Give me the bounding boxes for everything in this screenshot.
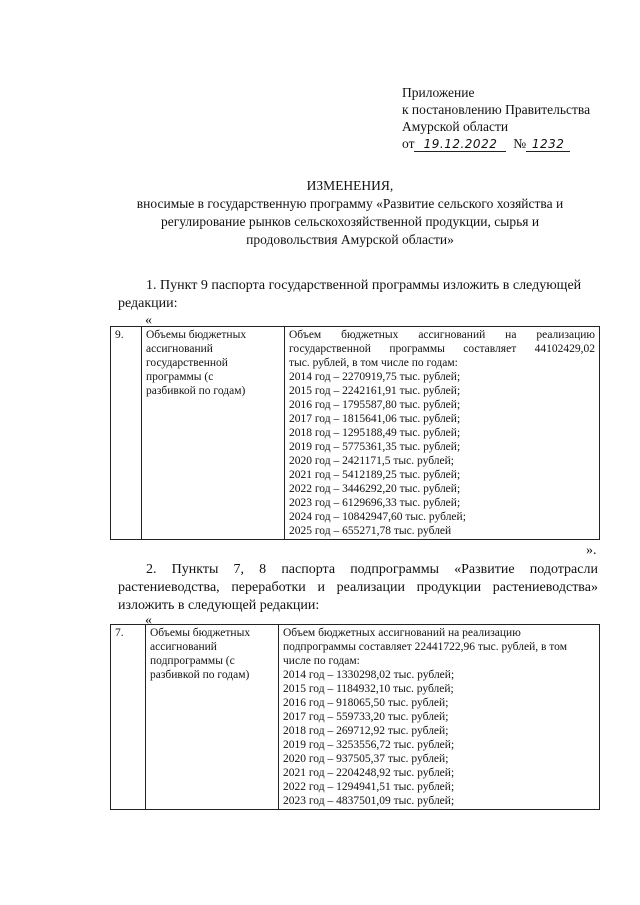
heading-subtitle-line: продовольствия Амурской области» — [246, 232, 454, 247]
word: «Развитие — [454, 562, 515, 577]
year-line: 2020 год – 2421171,5 тыс. рублей; — [289, 455, 454, 467]
label-line: государственной — [146, 357, 228, 369]
label-line: разбивкой по годам) — [146, 385, 246, 397]
section2-text-continuation: изложить в следующей редакции: — [118, 598, 320, 613]
year-line: 2015 год – 1184932,10 тыс. рублей; — [283, 683, 454, 695]
word: государственной — [289, 343, 371, 355]
year-line: 2021 год – 2204248,92 тыс. рублей; — [283, 767, 455, 779]
appendix-region: Амурской области — [402, 119, 509, 134]
label-line: подпрограммы (с — [150, 655, 235, 667]
label-line: Объемы бюджетных — [150, 627, 251, 639]
year-line: 2016 год – 918065,50 тыс. рублей; — [283, 697, 449, 709]
year-line: 2019 год – 3253556,72 тыс. рублей; — [283, 739, 455, 751]
year-line: 2025 год – 655271,78 тыс. рублей — [289, 525, 452, 537]
year-line: 2018 год – 269712,92 тыс. рублей; — [283, 725, 449, 737]
table-row — [111, 327, 600, 540]
year-line: 2024 год – 10842947,60 тыс. рублей; — [289, 511, 466, 523]
value-head-line — [289, 328, 595, 342]
label-line: ассигнований — [146, 343, 213, 355]
year-line: 2017 год – 559733,20 тыс. рублей; — [283, 711, 449, 723]
section2-open-quote: « — [145, 613, 152, 628]
section1-text-line: 1. Пункт 9 паспорта государственной программы изложить в следующей — [146, 278, 582, 293]
section2-text-line — [118, 579, 598, 597]
handwritten-number: 1232 — [526, 137, 570, 152]
appendix-date-line — [402, 135, 590, 152]
row-value-cell — [285, 327, 600, 540]
row-number: 9. — [111, 327, 142, 540]
section2-paragraph-line2 — [118, 579, 598, 597]
appendix-block — [402, 84, 590, 152]
appendix-decree: к постановлению Правительства — [402, 102, 591, 117]
word: 7, — [233, 562, 245, 577]
section2-paragraph — [146, 561, 598, 579]
label-line: ассигнований — [150, 641, 217, 653]
row-label-cell — [146, 625, 279, 810]
word: Объем — [289, 329, 322, 341]
word: реализации — [336, 580, 405, 595]
year-line: 2014 год – 2270919,75 тыс. рублей; — [289, 371, 461, 383]
label-line: Объемы бюджетных — [146, 329, 247, 341]
year-line: 2017 год – 1815641,06 тыс. рублей; — [289, 413, 461, 425]
year-line: 2022 год – 1294941,51 тыс. рублей; — [283, 781, 455, 793]
word: подотрасли — [529, 562, 598, 577]
row-label-cell — [142, 327, 285, 540]
word: паспорта — [281, 562, 336, 577]
label-line: программы (с — [146, 371, 214, 383]
year-line: 2021 год – 5412189,25 тыс. рублей; — [289, 469, 461, 481]
heading-subtitle-line: вносимые в государственную программу «Развитие сельского хозяйства и — [136, 196, 564, 211]
year-line: 2019 год – 5775361,35 тыс. рублей; — [289, 441, 461, 453]
section2-text-line — [146, 561, 598, 579]
word: реализацию — [536, 329, 595, 341]
value-head-line — [289, 342, 595, 356]
word: 8 — [259, 562, 267, 577]
section1-table — [110, 326, 600, 540]
word: Пункты — [171, 562, 219, 577]
document-heading — [70, 177, 630, 249]
word: переработки — [231, 580, 306, 595]
word: подпрограммы — [350, 562, 439, 577]
word: 2. — [146, 562, 157, 577]
year-line: 2022 год – 3446292,20 тыс. рублей; — [289, 483, 461, 495]
section1-text-continuation: редакции: — [118, 296, 178, 311]
heading-title: ИЗМЕНЕНИЯ, — [306, 178, 394, 193]
value-head-line: числе по годам: — [283, 655, 360, 667]
heading-subtitle-line: регулирование рынков сельскохозяйственной продукции, сырья и — [160, 214, 540, 229]
value-head-line: тыс. рублей, в том числе по годам: — [289, 357, 458, 369]
word: на — [505, 329, 517, 341]
word: бюджетных — [341, 329, 399, 341]
table-row — [111, 625, 600, 810]
row-value-cell — [279, 625, 600, 810]
row-number: 7. — [111, 625, 146, 810]
word: продукции — [416, 580, 482, 595]
word: растениеводства, — [118, 580, 220, 595]
year-line: 2023 год – 4837501,09 тыс. рублей; — [283, 795, 455, 807]
year-line: 2015 год – 2242161,91 тыс. рублей; — [289, 385, 461, 397]
year-line: 2020 год – 937505,37 тыс. рублей; — [283, 753, 449, 765]
section1-close-quote: ». — [586, 543, 597, 558]
section1-open-quote: « — [145, 313, 152, 328]
word: растениеводства» — [492, 580, 598, 595]
section1-paragraph — [146, 277, 598, 295]
label-line: разбивкой по годам) — [150, 669, 250, 681]
number-prefix: № — [513, 136, 527, 151]
word: составляет — [463, 343, 517, 355]
year-line: 2014 год – 1330298,02 тыс. рублей; — [283, 669, 455, 681]
word: ассигнований — [418, 329, 486, 341]
word: 44102429,02 — [534, 343, 595, 355]
date-prefix: от — [402, 136, 415, 151]
word: программы — [389, 343, 445, 355]
value-head-line: Объем бюджетных ассигнований на реализацию — [283, 627, 521, 639]
word: и — [317, 580, 325, 595]
value-head-line: подпрограммы составляет 22441722,96 тыс. рублей, в том — [283, 641, 567, 653]
year-line: 2016 год – 1795587,80 тыс. рублей; — [289, 399, 461, 411]
section2-table — [110, 624, 600, 810]
appendix-title: Приложение — [402, 85, 475, 100]
year-line: 2023 год – 6129696,33 тыс. рублей; — [289, 497, 461, 509]
year-line: 2018 год – 1295188,49 тыс. рублей; — [289, 427, 461, 439]
handwritten-date: 19.12.2022 — [414, 137, 506, 152]
